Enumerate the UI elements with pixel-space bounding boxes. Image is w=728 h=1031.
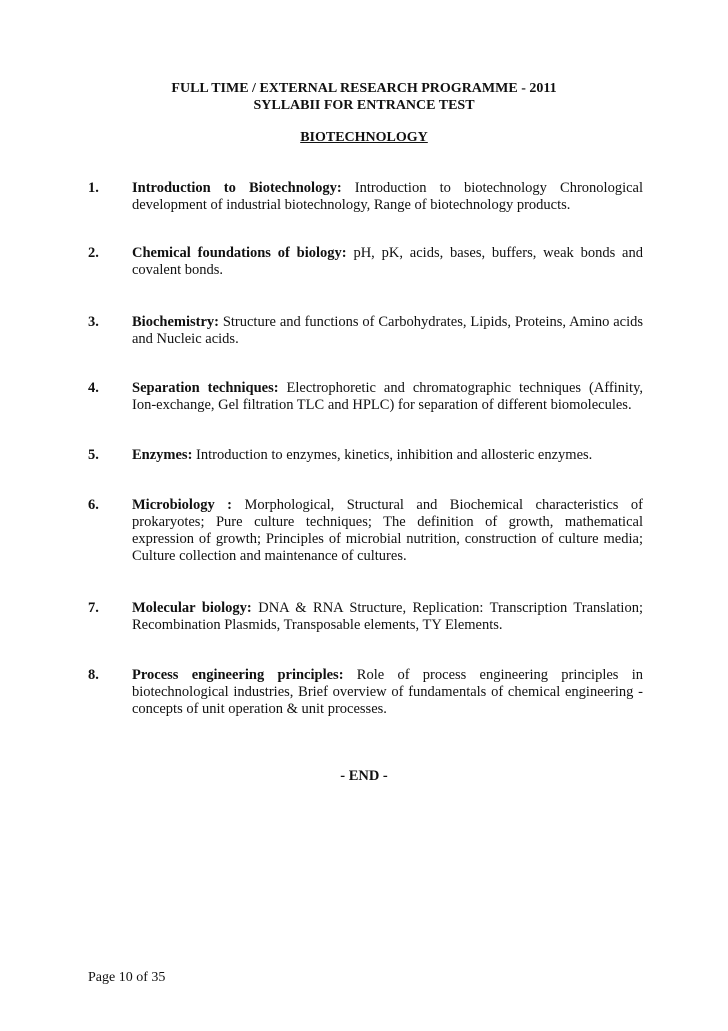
syllabus-item-5 bbox=[88, 447, 643, 464]
item-text: Introduction to biotechnology Chronological development of industrial biotechnology, Range of biotechnology products. bbox=[132, 180, 643, 213]
syllabus-item-3 bbox=[88, 314, 643, 348]
item-title: Separation techniques: bbox=[132, 380, 279, 396]
item-number: 5. bbox=[88, 447, 99, 463]
item-text: Morphological, Structural and Biochemical characteristics of prokaryotes; Pure culture techniques; The definition of growth, mathematical expression of growth; Principles of microbial nutrition, construction of culture media; Culture collection and maintenance of cultures. bbox=[132, 497, 643, 564]
syllabus-item-1 bbox=[88, 180, 643, 214]
item-title: Process engineering principles: bbox=[132, 667, 344, 683]
item-title: Chemical foundations of biology: bbox=[132, 245, 347, 261]
item-number: 3. bbox=[88, 314, 99, 330]
item-title: Introduction to Biotechnology: bbox=[132, 180, 342, 196]
item-title: Microbiology : bbox=[132, 497, 232, 513]
item-body bbox=[132, 667, 643, 718]
end-marker: - END - bbox=[340, 768, 388, 784]
subject-heading-text: BIOTECHNOLOGY bbox=[300, 130, 428, 145]
item-body bbox=[132, 497, 643, 565]
item-number: 7. bbox=[88, 600, 99, 616]
item-number: 8. bbox=[88, 667, 99, 683]
item-text: Electrophoretic and chromatographic techniques (Affinity, Ion-exchange, Gel filtration TLC and HPLC) for separation of different biomolecules. bbox=[132, 380, 643, 413]
item-number: 6. bbox=[88, 497, 99, 513]
item-body bbox=[132, 380, 643, 414]
syllabus-item-2 bbox=[88, 245, 643, 279]
item-text: Structure and functions of Carbohydrates, Lipids, Proteins, Amino acids and Nucleic acids. bbox=[132, 314, 643, 347]
syllabus-item-8 bbox=[88, 667, 643, 718]
item-number: 2. bbox=[88, 245, 99, 261]
subject-heading bbox=[0, 129, 728, 146]
item-text: pH, pK, acids, bases, buffers, weak bonds and covalent bonds. bbox=[132, 245, 643, 278]
item-text: DNA & RNA Structure, Replication: Transcription Translation; Recombination Plasmids, Transposable elements, TY Elements. bbox=[132, 600, 643, 633]
item-body bbox=[132, 447, 643, 464]
item-body bbox=[132, 600, 643, 634]
item-text: Role of process engineering principles in biotechnological industries, Brief overview of fundamentals of chemical engineering - concepts of unit operation & unit processes. bbox=[132, 667, 643, 717]
item-body bbox=[132, 180, 643, 214]
syllabus-item-4 bbox=[88, 380, 643, 414]
item-body bbox=[132, 245, 643, 279]
item-text: Introduction to enzymes, kinetics, inhibition and allosteric enzymes. bbox=[192, 447, 593, 463]
page-number-footer: Page 10 of 35 bbox=[88, 970, 166, 985]
header-subtitle: SYLLABII FOR ENTRANCE TEST bbox=[253, 98, 475, 113]
item-title: Biochemistry: bbox=[132, 314, 219, 330]
syllabus-item-6 bbox=[88, 497, 643, 565]
item-body bbox=[132, 314, 643, 348]
item-title: Molecular biology: bbox=[132, 600, 252, 616]
item-number: 1. bbox=[88, 180, 99, 196]
item-number: 4. bbox=[88, 380, 99, 396]
header-title: FULL TIME / EXTERNAL RESEARCH PROGRAMME - 2011 bbox=[171, 81, 557, 96]
syllabus-item-7 bbox=[88, 600, 643, 634]
item-title: Enzymes: bbox=[132, 447, 193, 463]
